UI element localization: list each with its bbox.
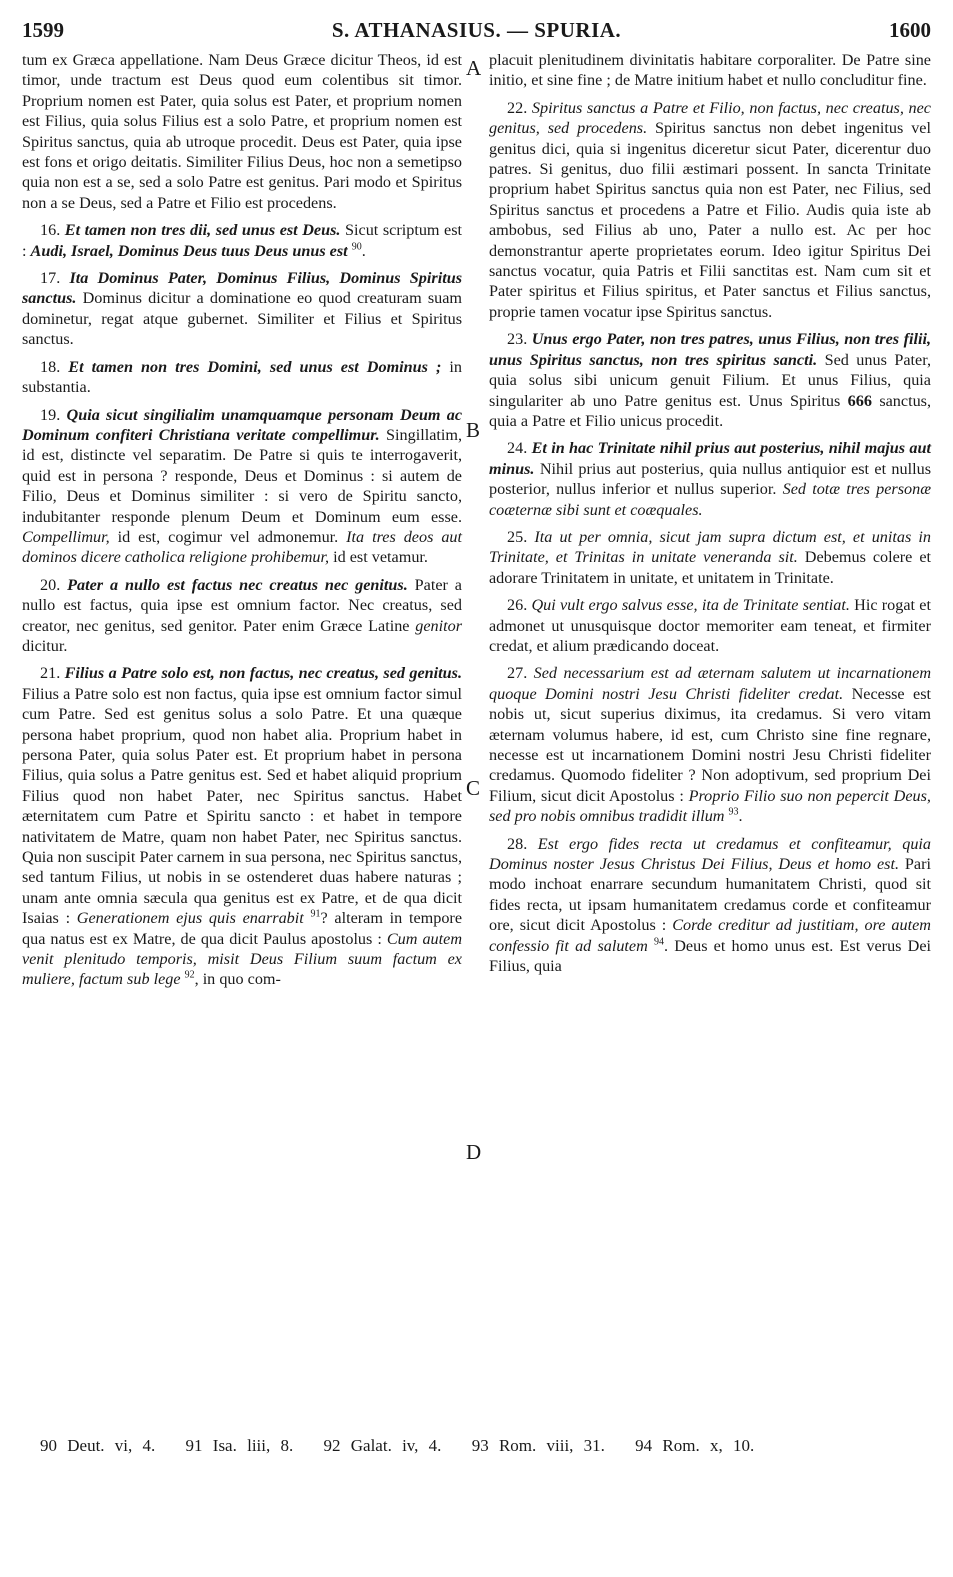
paragraph-19: 19. Quia sicut singilialim unamquamque personam Deum ac Dominum confiteri Christiana veritate compellimur. Singillatim, id est, distincte vel separatim. De Patre si quis te interrogaverit, quid est in persona ? responde, Deus et Dominus : si autem de Filio, Deus et Dominus similiter : si vero de Spiritu sancto, indubitanter responde plenum Deum et Dominum eum esse. Compellimur, id est, cogimur vel admonemur. Ita tres deos aut dominos dicere catholica religione prohibemur, id est vetamur. (22, 405, 463, 567)
footnote-ref: 93 (728, 806, 739, 818)
page-header (22, 18, 931, 44)
footnote-91: 91 Isa. liii, 8. (185, 1436, 294, 1455)
margin-marker-a: A (466, 56, 482, 80)
footnote-ref: 94 (654, 936, 664, 948)
footnote-94: 94 Rom. x, 10. (635, 1436, 755, 1455)
paragraph-27: 27. Sed necessarium est ad æternam salutem ut incarnationem quoque Domini nostri Jesu Christi fideliter credat. Necesse est nobis ut, sicut superius diximus, ita credamus. Si vero vitam æternam volumus habere, id est, cum Christo sine fine regnare, necesse est ut incarnationem Domini nostri Jesu Christi fideliter credamus. Quomodo fideliter ? Non adoptivum, sed proprium Dei Filium, sicut dicit Apostolus : Proprio Filio suo non pepercit Deus, sed pro nobis omnibus tradidit illum $^{93}$. (489, 664, 932, 826)
column-number: 666 (847, 391, 872, 410)
page-number-left: 1599 (22, 18, 64, 42)
footnotes (40, 1436, 913, 1456)
running-title: S. ATHANASIUS. — SPURIA. (331, 18, 622, 42)
paragraph-23: 23. Unus ergo Pater, non tres patres, unus Filius, non tres filii, unus Spiritus sanctus, non tres spiritus sancti. Sed unus Pater, quia solus sibi unicum genuit Filium. Et unus Filius, quia singulariter ab uno Patre genitus est. Unus Spiritus 666 sanctus, quia a Patre et Filio unicus procedit. (489, 330, 932, 430)
margin-marker-c: C (466, 776, 481, 800)
footnote-90: 90 Deut. vi, 4. (40, 1436, 156, 1455)
paragraph-18: 18. Et tamen non tres Domini, sed unus est Dominus ; in substantia. (22, 357, 463, 397)
footnote-92: 92 Galat. iv, 4. (323, 1436, 442, 1455)
paragraph-continuation: tum ex Græca appellatione. Nam Deus Græce dicitur Theos, id est timor, unde tractum est Deus quod eum colentibus sit timor. Proprium nomen est Pater, quia solus est Pater, et proprium nomen est Filius, quia solus Filius est a solo Patre, et proprium nomen est Spiritus sanctus, quia ab utroque procedit. Deus est Pater, quia ipse est fons et origo deitatis. Similiter Filius Deus, hoc non a semetipso quia non est a se, sed a solo Patre est genitus. Pari modo et Spiritus non a se Deus, sed a Patre et Filio est procedens. (22, 51, 462, 212)
paragraph-28: 28. Est ergo fides recta ut credamus et confiteamur, quia Dominus noster Jesus Christus Dei Filius, Deus et homo est. Pari modo inchoat enarrare secundum humanitatem Christi, quod sit fides recta, ut ipsam humanitatem credamus corde et confiteamur ore, sicut dicit Apostolus : Corde creditur ad justitiam, ore autem confessio fit ad salutem $^{94}$. Deus et homo unus est. Est verus Dei Filius, quia (489, 834, 932, 976)
margin-marker-d: D (466, 1140, 482, 1164)
paragraph-24: 24. Et in hac Trinitate nihil prius aut posterius, nihil majus aut minus. Nihil prius aut posterius, quia nullus antiquior est et nullus posterior, nullus inferior et nullus superior. Sed totæ tres personæ coæternæ sibi sunt et coæquales. (489, 439, 932, 519)
paragraph-26: 26. Qui vult ergo salvus esse, ita de Trinitate sentiat. Hic rogat et admonet ut unusquisque doctor memoriter eam teneat, et firmiter credat, et alium prædicando doceat. (489, 596, 931, 655)
paragraph-25: 25. Ita ut per omnia, sicut jam supra dictum est, et unitas in Trinitate, et Trinitas in unitate veneranda sit. Debemus colere et adorare Trinitatem in unitate, et unitatem in Trinitate. (489, 527, 932, 587)
paragraph-20: 20. Pater a nullo est factus nec creatus nec genitus. Pater a nullo est factus, quia ipse est omnium factor. Nec creatus, sed creator, nec genitus, sed genitor. Pater enim Græce Latine genitor dicitur. (22, 575, 462, 655)
page-number-right: 1600 (889, 18, 931, 42)
paragraph-22: 22. Spiritus sanctus a Patre et Filio, non factus, nec creatus, nec genitus, sed procedens. Spiritus sanctus non debet ingenitus vel genitus dici, quia si ingenitus diceretur sicut Pater, dicerentur duo patres. Si genitus, duo filii æstimari possent. In sancta Trinitate proprium habet Spiritus sanctus quia non est Pater, nec Filius, sed Spiritus sanctus et procedens a Patre et Filio. Audis quia iste ab ambobus, sed Filius ab uno, Pater a nullo est. Ac per hoc demonstrantur aperte proprietates eorum. Ideo igitur Spiritus Dei sanctus vocatur, quia Patris et Filii sanctitas est. Nam cum sit et Pater spiritus et Filius spiritus, et Pater sanctus et Filius sanctus, proprie tamen vocatur ipse Spiritus sanctus. (489, 98, 931, 321)
paragraph-21: 21. Filius a Patre solo est, non factus, nec creatus, sed genitus. Filius a Patre solo est non factus, quia ipse est omnium factor simul cum Patre. Sed est genitus solus a solo Patre. Et una quæque persona habet proprium, quod non habet alia. Proprium habet in persona Pater, quia solus Pater est. Et proprium habet in persona Filius, quia solus a Patre genitus est. Sed et habet aliquid proprium Filius quod non habet Pater, nec Spiritus sanctus. Habet æternitatem cum Patre et Spiritu sancto : et habet in tempore nativitatem de Matre, quam non habet Pater, nec Spiritus sanctus. Quia non suscipit Pater carnem in sua persona, nec Spiritus sanctus, sed tantum Filius, ut nobis in se ostenderet duas habere naturas ; unam ante omnia sæcula qua genitus est ex Patre, et de qua dicit Isaias : Generationem ejus quis enarrabit $^{91}$? alteram in tempore qua natus est ex Matre, de qua dicit Paulus apostolus : Cum autem venit plenitudo temporis, misit Deus Filium suum factum ex muliere, factum sub lege $^{92}$, in quo com- (22, 664, 463, 989)
paragraph-17: 17. Ita Dominus Pater, Dominus Filius, Dominus Spiritus sanctus. Dominus dicitur a dominatione eo quod creaturam suam dominetur, regat atque gubernet. Similiter et Filius et Spiritus sanctus. (22, 269, 463, 349)
footnote-ref: 90 (351, 241, 362, 253)
left-column (22, 50, 462, 997)
footnote-ref: 91 (310, 908, 321, 920)
paragraph-continuation: placuit plenitudinem divinitatis habitare corporaliter. De Patre sine initio, et sine fine ; de Matre initium habet et nullo concluditur fine. (489, 51, 931, 90)
right-column (489, 50, 931, 983)
footnote-ref: 92 (184, 970, 195, 982)
paragraph-16: 16. Et tamen non tres dii, sed unus est Deus. Sicut scriptum est : Audi, Israel, Dominus Deus tuus Deus unus est $^{90}$. (22, 221, 463, 260)
margin-marker-b: B (466, 418, 481, 442)
footnote-93: 93 Rom. viii, 31. (471, 1436, 605, 1455)
